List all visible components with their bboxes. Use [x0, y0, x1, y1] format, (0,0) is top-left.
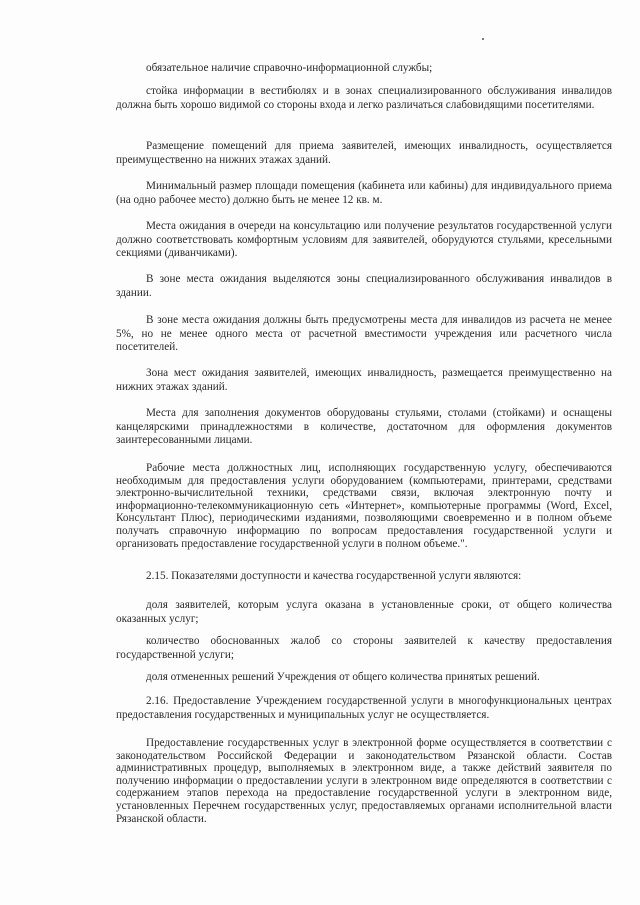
- paragraph-2-15-heading: 2.15. Показателями доступности и качества государственной услуги являются:: [146, 570, 522, 582]
- paragraph-workplaces: Рабочие места должностных лиц, исполняющих государственную услугу, обеспечиваются необходимым для предоставления услуги оборудованием (компьютерами, принтерами, средствами электронно-вычислительной техники, средствами связи, включая электронную почту и информационно-телекоммуникационную сеть «Интернет», компьютерные программы (Word, Excel, Консультант Плюс), периодическими изданиями, позволяющими своевременно и в полном объеме получать справочную информацию по вопросам предоставления государственной услуги и организовать предоставление государственной услуги в полном объеме.".: [116, 462, 612, 550]
- paragraph-share-on-time: доля заявителей, которым услуга оказана в установленные сроки, от общего количества оказанных услуг;: [116, 599, 612, 625]
- paragraph-complaints-count: количество обоснованных жалоб со стороны заявителей к качеству предоставления государственной услуги;: [116, 635, 612, 661]
- paragraph-min-room-size: Минимальный размер площади помещения (кабинета или кабины) для индивидуального приема (на одно рабочее место) должно быть не менее 12 кв. м.: [116, 180, 612, 206]
- paragraph-waiting-ground-floor: Зона мест ожидания заявителей, имеющих инвалидность, размещается преимущественно на нижних этажах зданий.: [116, 367, 612, 393]
- paragraph-waiting-area: Места ожидания в очереди на консультацию или получение результатов государственной услуги должно соответствовать комфортным условиям для заявителей, оборудуются стульями, кресельными секциями (диванчиками).: [116, 220, 612, 260]
- paragraph-info-service: обязательное наличие справочно-информационной службы;: [146, 62, 433, 74]
- paragraph-2-16: 2.16. Предоставление Учреждением государственной услуги в многофункциональных центрах предоставления государственных и муниципальных услуг не осуществляется.: [116, 695, 612, 721]
- paragraph-ground-floor-rooms: Размещение помещений для приема заявителей, имеющих инвалидность, осуществляется преимущественно на нижних этажах зданий.: [116, 140, 612, 166]
- scan-speck: [482, 38, 484, 40]
- paragraph-cancelled-decisions: доля отмененных решений Учреждения от общего количества принятых решений.: [146, 671, 540, 683]
- paragraph-form-filling-places: Места для заполнения документов оборудованы стульями, столами (стойками) и оснащены канцелярскими принадлежностями в количестве, достаточном для оформления документов заинтересованными лицами.: [116, 407, 612, 447]
- paragraph-disabled-seats: В зоне места ожидания должны быть предусмотрены места для инвалидов из расчета не менее 5%, но не менее одного места от расчетной вместимости учреждения или расчетного числа посетителей.: [116, 314, 612, 354]
- paragraph-info-desk: стойка информации в вестибюлях и в зонах специализированного обслуживания инвалидов должна быть хорошо видимой со стороны входа и легко различаться слабовидящими посетителями.: [116, 85, 612, 111]
- paragraph-electronic-services: Предоставление государственных услуг в электронной форме осуществляется в соответствии с законодательством Российской Федерации и законодательством Рязанской области. Состав административных процедур, выполняемых в электронном виде, а также действий заявителя по получению информации о предоставлении услуги в электронном виде определяются в соответствии с содержанием этапов перехода на предоставление государственной услуги в электронном виде, установленных Перечнем государственных услуг, предоставляемых органами исполнительной власти Рязанской области.: [116, 737, 612, 825]
- paragraph-disabled-zones: В зоне места ожидания выделяются зоны специализированного обслуживания инвалидов в здании.: [116, 273, 612, 299]
